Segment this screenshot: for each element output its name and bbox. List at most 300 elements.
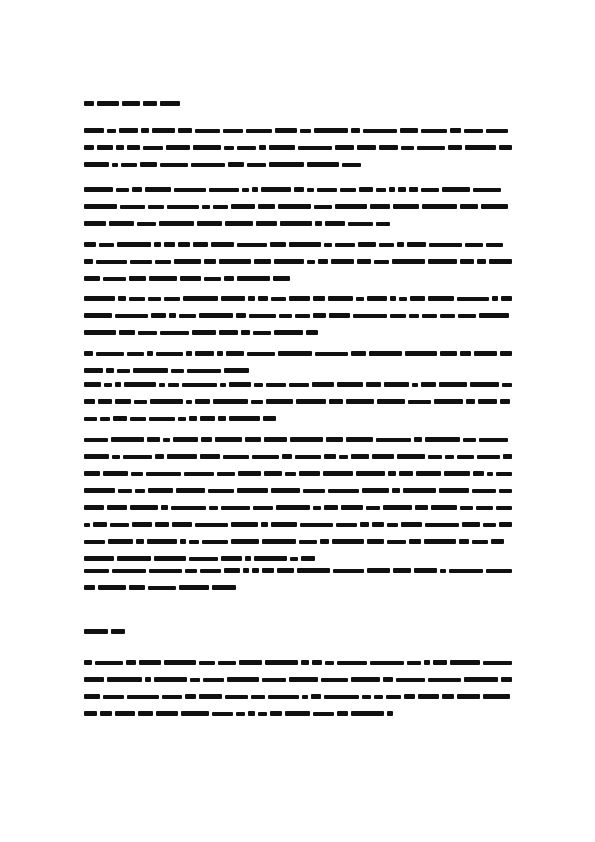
text-word bbox=[84, 145, 94, 150]
text-word bbox=[346, 399, 374, 404]
text-word bbox=[84, 523, 90, 527]
text-word bbox=[154, 242, 161, 247]
text-word bbox=[145, 187, 171, 192]
heading-word bbox=[84, 101, 94, 106]
text-line bbox=[84, 585, 512, 591]
text-word bbox=[273, 276, 290, 281]
text-word bbox=[457, 694, 480, 699]
text-word bbox=[84, 540, 105, 544]
text-word bbox=[326, 437, 343, 442]
text-word bbox=[303, 489, 325, 493]
text-word bbox=[276, 505, 310, 510]
text-word bbox=[135, 489, 145, 493]
section-heading bbox=[84, 628, 125, 634]
text-word bbox=[297, 568, 330, 573]
text-word bbox=[179, 314, 196, 318]
text-word bbox=[147, 351, 153, 356]
text-word bbox=[138, 331, 157, 335]
text-word bbox=[384, 382, 409, 387]
text-word bbox=[280, 221, 312, 226]
text-word bbox=[156, 352, 183, 356]
text-word bbox=[479, 313, 509, 318]
text-line bbox=[84, 539, 512, 545]
text-word bbox=[258, 296, 268, 301]
text-word bbox=[195, 351, 214, 356]
text-word bbox=[379, 145, 398, 150]
text-word bbox=[103, 277, 126, 281]
text-word bbox=[180, 276, 201, 281]
text-word bbox=[228, 162, 244, 167]
text-word bbox=[313, 712, 334, 716]
text-word bbox=[328, 489, 359, 493]
text-word bbox=[275, 128, 297, 133]
text-word bbox=[247, 163, 266, 167]
text-word bbox=[84, 694, 100, 699]
text-word bbox=[335, 204, 367, 209]
text-word bbox=[190, 678, 200, 682]
text-word bbox=[390, 296, 396, 301]
text-word bbox=[353, 314, 387, 318]
text-word bbox=[242, 188, 249, 192]
text-line bbox=[84, 556, 512, 562]
text-word bbox=[132, 522, 152, 527]
text-word bbox=[339, 455, 348, 459]
text-word bbox=[219, 259, 251, 264]
text-word bbox=[115, 314, 148, 318]
paragraph bbox=[84, 437, 512, 573]
text-word bbox=[181, 711, 209, 716]
text-word bbox=[229, 382, 251, 387]
text-word bbox=[109, 221, 134, 226]
text-word bbox=[474, 351, 497, 356]
text-word bbox=[431, 505, 457, 510]
text-word bbox=[229, 416, 260, 421]
text-word bbox=[500, 399, 510, 404]
text-word bbox=[465, 243, 483, 247]
text-word bbox=[84, 128, 104, 133]
text-word bbox=[99, 243, 114, 247]
text-word bbox=[296, 399, 326, 404]
text-word bbox=[421, 188, 439, 192]
text-word bbox=[169, 313, 176, 318]
text-word bbox=[84, 221, 106, 226]
text-word bbox=[492, 296, 498, 301]
text-word bbox=[100, 711, 112, 716]
text-word bbox=[333, 569, 364, 573]
text-word bbox=[223, 455, 249, 459]
text-word bbox=[372, 454, 394, 459]
text-word bbox=[173, 437, 198, 442]
text-word bbox=[84, 187, 113, 192]
text-word bbox=[231, 539, 259, 544]
text-word bbox=[189, 416, 197, 421]
text-word bbox=[258, 204, 275, 209]
text-word bbox=[237, 488, 268, 493]
text-word bbox=[351, 128, 360, 133]
text-word bbox=[263, 416, 276, 421]
text-word bbox=[149, 417, 175, 421]
text-word bbox=[129, 276, 146, 281]
text-word bbox=[370, 661, 404, 665]
text-word bbox=[204, 259, 216, 264]
text-word bbox=[400, 128, 418, 133]
text-word bbox=[299, 471, 320, 476]
text-word bbox=[383, 677, 393, 682]
text-word bbox=[392, 488, 400, 493]
text-line bbox=[84, 145, 512, 151]
text-word bbox=[499, 522, 512, 527]
text-word bbox=[203, 678, 224, 682]
text-word bbox=[439, 382, 467, 387]
text-word bbox=[300, 523, 333, 527]
text-word bbox=[372, 522, 384, 527]
text-word bbox=[503, 454, 512, 459]
text-word bbox=[483, 523, 496, 527]
text-word bbox=[164, 297, 180, 301]
text-word bbox=[398, 187, 406, 192]
text-word bbox=[146, 472, 181, 476]
text-word bbox=[264, 437, 287, 442]
text-word bbox=[491, 539, 504, 544]
text-word bbox=[130, 505, 158, 510]
text-word bbox=[84, 585, 95, 590]
text-word bbox=[323, 471, 353, 476]
text-word bbox=[162, 695, 182, 699]
text-word bbox=[127, 352, 144, 356]
text-word bbox=[302, 695, 308, 699]
text-word bbox=[213, 205, 228, 209]
text-word bbox=[227, 677, 259, 682]
text-word bbox=[159, 221, 194, 226]
heading-word bbox=[122, 101, 140, 106]
text-word bbox=[163, 438, 170, 442]
text-word bbox=[147, 437, 160, 442]
text-word bbox=[306, 330, 318, 335]
text-word bbox=[147, 539, 177, 544]
text-word bbox=[481, 204, 508, 209]
text-word bbox=[236, 313, 246, 318]
text-word bbox=[176, 488, 205, 493]
text-word bbox=[115, 382, 121, 387]
text-word bbox=[184, 472, 214, 476]
text-word bbox=[421, 382, 436, 387]
text-word bbox=[239, 660, 262, 665]
text-word bbox=[270, 711, 282, 716]
text-word bbox=[155, 260, 171, 264]
text-word bbox=[335, 145, 354, 150]
text-word bbox=[84, 368, 103, 373]
text-word bbox=[424, 539, 456, 544]
text-word bbox=[428, 259, 457, 264]
text-word bbox=[301, 556, 315, 561]
text-word bbox=[325, 221, 345, 226]
text-word bbox=[116, 188, 129, 192]
text-word bbox=[98, 585, 126, 590]
text-word bbox=[201, 437, 212, 442]
text-word bbox=[369, 351, 402, 356]
text-line bbox=[84, 221, 512, 227]
text-word bbox=[317, 188, 337, 192]
text-word bbox=[387, 711, 393, 716]
text-word bbox=[211, 242, 234, 247]
text-word bbox=[218, 661, 236, 665]
text-word bbox=[478, 399, 497, 404]
text-word bbox=[84, 417, 97, 421]
text-word bbox=[418, 694, 439, 699]
text-word bbox=[404, 694, 415, 699]
heading-word bbox=[143, 101, 157, 106]
text-word bbox=[262, 568, 274, 573]
text-word bbox=[219, 330, 238, 335]
text-word bbox=[140, 162, 157, 167]
text-word bbox=[289, 383, 309, 387]
text-word bbox=[261, 522, 268, 527]
text-word bbox=[442, 694, 454, 699]
paragraph bbox=[84, 187, 512, 238]
text-word bbox=[254, 556, 287, 561]
text-word bbox=[401, 522, 422, 527]
text-word bbox=[237, 146, 256, 150]
text-word bbox=[224, 368, 249, 373]
text-word bbox=[241, 330, 250, 335]
text-word bbox=[450, 660, 480, 665]
text-word bbox=[445, 455, 454, 459]
text-word bbox=[266, 399, 293, 404]
text-word bbox=[183, 296, 218, 301]
text-word bbox=[367, 568, 390, 573]
text-word bbox=[215, 437, 242, 442]
text-word bbox=[393, 568, 411, 573]
text-word bbox=[489, 259, 512, 264]
text-word bbox=[108, 539, 133, 544]
text-word bbox=[434, 399, 463, 404]
text-word bbox=[341, 505, 363, 510]
text-word bbox=[465, 145, 496, 150]
text-word bbox=[84, 259, 93, 264]
text-word bbox=[231, 522, 258, 527]
text-word bbox=[246, 129, 272, 133]
text-word bbox=[221, 296, 245, 301]
text-word bbox=[237, 276, 270, 281]
text-word bbox=[174, 259, 201, 264]
text-word bbox=[118, 489, 132, 493]
text-word bbox=[164, 242, 175, 247]
text-word bbox=[178, 417, 186, 421]
text-word bbox=[295, 314, 310, 318]
text-word bbox=[367, 539, 384, 544]
text-word bbox=[472, 489, 496, 493]
text-word bbox=[500, 351, 512, 356]
text-word bbox=[396, 678, 425, 682]
text-word bbox=[285, 711, 310, 716]
text-word bbox=[356, 297, 364, 301]
text-word bbox=[294, 187, 304, 192]
text-word bbox=[199, 694, 222, 699]
text-word bbox=[112, 569, 146, 573]
text-word bbox=[408, 400, 431, 404]
text-word bbox=[463, 438, 476, 442]
text-line bbox=[84, 162, 512, 168]
text-word bbox=[483, 661, 512, 665]
text-word bbox=[195, 129, 220, 133]
text-line bbox=[84, 522, 512, 528]
text-word bbox=[328, 296, 353, 301]
text-word bbox=[499, 489, 512, 493]
text-word bbox=[199, 661, 215, 665]
text-word bbox=[374, 695, 383, 699]
text-word bbox=[197, 221, 222, 226]
text-word bbox=[253, 331, 271, 335]
text-word bbox=[440, 351, 457, 356]
text-word bbox=[358, 242, 376, 247]
text-line bbox=[84, 488, 512, 494]
text-word bbox=[155, 454, 164, 459]
text-word bbox=[262, 539, 296, 544]
text-word bbox=[217, 351, 223, 356]
text-word bbox=[424, 660, 430, 665]
text-word bbox=[393, 204, 419, 209]
text-word bbox=[119, 128, 138, 133]
text-word bbox=[332, 539, 364, 544]
text-word bbox=[466, 399, 475, 404]
text-word bbox=[486, 569, 512, 573]
text-word bbox=[138, 711, 153, 716]
text-word bbox=[84, 711, 97, 716]
text-line bbox=[84, 677, 512, 683]
text-word bbox=[178, 128, 192, 133]
text-word bbox=[185, 694, 196, 699]
text-word bbox=[209, 188, 239, 192]
text-word bbox=[496, 506, 512, 510]
text-word bbox=[315, 352, 348, 356]
text-word bbox=[117, 242, 151, 247]
text-word bbox=[401, 146, 414, 150]
text-word bbox=[116, 145, 124, 150]
text-word bbox=[226, 351, 244, 356]
text-line bbox=[84, 296, 512, 302]
text-word bbox=[311, 694, 321, 699]
text-word bbox=[351, 711, 384, 716]
text-word bbox=[399, 297, 407, 301]
text-word bbox=[100, 417, 110, 421]
text-word bbox=[155, 522, 169, 527]
text-word bbox=[84, 242, 96, 247]
text-line bbox=[84, 505, 512, 511]
text-word bbox=[148, 205, 164, 209]
text-word bbox=[218, 416, 226, 421]
text-word bbox=[252, 187, 258, 192]
text-line bbox=[84, 711, 512, 717]
text-word bbox=[337, 382, 363, 387]
text-word bbox=[193, 242, 208, 247]
text-word bbox=[110, 523, 129, 527]
text-word bbox=[251, 695, 265, 699]
text-word bbox=[139, 660, 161, 665]
text-word bbox=[359, 187, 373, 192]
text-word bbox=[472, 540, 488, 544]
text-line bbox=[84, 399, 512, 405]
text-word bbox=[265, 660, 298, 665]
text-line bbox=[84, 187, 512, 193]
text-word bbox=[409, 539, 421, 544]
text-word bbox=[189, 557, 218, 561]
text-word bbox=[410, 296, 425, 301]
text-word bbox=[98, 399, 112, 404]
text-word bbox=[245, 437, 261, 442]
text-word bbox=[221, 506, 250, 510]
text-word bbox=[178, 242, 190, 247]
text-word bbox=[377, 399, 405, 404]
text-line bbox=[84, 204, 512, 210]
text-word bbox=[238, 471, 261, 476]
paragraph bbox=[84, 242, 512, 293]
text-line bbox=[84, 330, 512, 336]
text-word bbox=[307, 188, 314, 192]
text-word bbox=[93, 522, 107, 527]
text-word bbox=[269, 145, 295, 150]
text-word bbox=[245, 556, 251, 561]
text-word bbox=[112, 455, 120, 459]
text-line bbox=[84, 259, 512, 265]
text-word bbox=[487, 472, 493, 476]
text-word bbox=[225, 695, 248, 699]
text-word bbox=[278, 204, 311, 209]
text-word bbox=[409, 187, 418, 192]
text-word bbox=[422, 204, 457, 209]
text-line bbox=[84, 416, 512, 422]
text-word bbox=[243, 568, 249, 573]
paragraph bbox=[84, 382, 512, 433]
text-word bbox=[186, 400, 192, 404]
text-word bbox=[84, 351, 93, 356]
heading-word bbox=[160, 101, 180, 106]
text-word bbox=[204, 277, 221, 281]
text-word bbox=[387, 523, 398, 527]
text-word bbox=[289, 677, 318, 682]
text-word bbox=[414, 437, 422, 442]
text-word bbox=[321, 678, 348, 682]
text-word bbox=[425, 523, 459, 527]
text-word bbox=[450, 128, 461, 133]
text-word bbox=[185, 569, 197, 573]
text-word bbox=[383, 505, 412, 510]
text-word bbox=[107, 677, 142, 682]
text-word bbox=[136, 539, 144, 544]
text-word bbox=[460, 351, 471, 356]
text-word bbox=[167, 454, 197, 459]
text-word bbox=[84, 399, 95, 404]
text-word bbox=[249, 314, 276, 318]
text-word bbox=[113, 416, 127, 421]
text-word bbox=[295, 455, 321, 459]
text-word bbox=[212, 585, 236, 590]
text-word bbox=[290, 437, 323, 442]
text-word bbox=[104, 383, 112, 387]
text-word bbox=[224, 146, 234, 150]
text-line bbox=[84, 313, 512, 319]
text-word bbox=[84, 330, 116, 335]
text-word bbox=[428, 296, 454, 301]
text-word bbox=[357, 259, 371, 264]
text-word bbox=[370, 204, 390, 209]
text-word bbox=[160, 331, 189, 335]
text-word bbox=[126, 660, 136, 665]
text-word bbox=[460, 506, 473, 510]
text-word bbox=[462, 522, 480, 527]
text-word bbox=[479, 438, 508, 442]
text-word bbox=[258, 712, 267, 716]
text-word bbox=[449, 569, 483, 573]
